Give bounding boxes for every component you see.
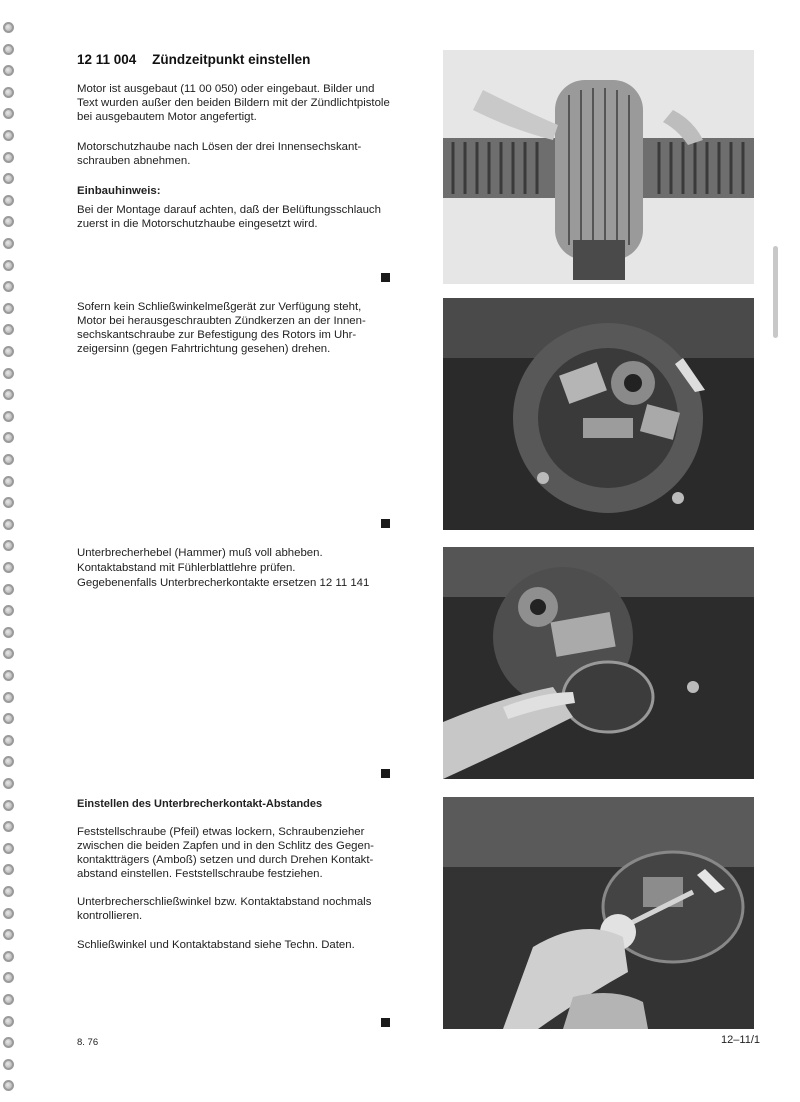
binding-ring xyxy=(3,152,14,163)
photo-contact-gap-check xyxy=(443,547,754,779)
photo-adjust-screwdriver xyxy=(443,797,754,1029)
paragraph-rotate-engine: Sofern kein Schließwinkelmeßgerät zur Verfügung steht, Motor bei herausgeschraubten Zündkerzen an der Innen-sechskantschraube zur Befestigung des Rotors im Uhr-zeigersinn (gegen Fahrtrichtung gesehen) drehen. xyxy=(77,301,366,355)
binding-ring xyxy=(3,1059,14,1070)
binding-ring xyxy=(3,173,14,184)
page-number: 12–11/1 xyxy=(721,1034,760,1046)
binding-ring xyxy=(3,44,14,55)
binding-ring xyxy=(3,1080,14,1091)
scrollbar[interactable] xyxy=(773,246,778,338)
binding-ring xyxy=(3,972,14,983)
binding-ring xyxy=(3,281,14,292)
binding-ring xyxy=(3,389,14,400)
binding-ring xyxy=(3,108,14,119)
section-code: 12 11 004 xyxy=(77,52,137,67)
paragraph-breaker-lever: Unterbrecherhebel (Hammer) muß voll abheben. xyxy=(77,547,323,559)
binding-ring xyxy=(3,346,14,357)
paragraph-check-gap: Kontaktabstand mit Fühlerblattlehre prüfen. xyxy=(77,562,296,574)
binding-ring xyxy=(3,627,14,638)
binding-ring xyxy=(3,1016,14,1027)
paragraph-motor-status: Motor ist ausgebaut (11 00 050) oder eingebaut. Bilder und Text wurden außer den beiden Bildern mit der Zündlichtpistole bei ausgebautem Motor angefertigt. xyxy=(77,83,390,123)
binding-ring xyxy=(3,584,14,595)
binding-ring xyxy=(3,821,14,832)
binding-ring xyxy=(3,87,14,98)
binding-ring xyxy=(3,648,14,659)
binding-ring xyxy=(3,886,14,897)
end-marker-2 xyxy=(381,519,390,528)
binding-ring xyxy=(3,605,14,616)
binding-ring xyxy=(3,843,14,854)
binding-ring xyxy=(3,260,14,271)
binding-ring xyxy=(3,476,14,487)
binding-ring xyxy=(3,994,14,1005)
binding-ring xyxy=(3,432,14,443)
binding-ring xyxy=(3,238,14,249)
paragraph-tech-data: Schließwinkel und Kontaktabstand siehe Techn. Daten. xyxy=(77,939,355,951)
binding-ring xyxy=(3,735,14,746)
binding-ring xyxy=(3,800,14,811)
binding-ring xyxy=(3,130,14,141)
binding-ring xyxy=(3,670,14,681)
photo-engine-cover xyxy=(443,50,754,284)
paragraph-recheck: Unterbrecherschließwinkel bzw. Kontaktabstand nochmals kontrollieren. xyxy=(77,896,372,922)
binding-ring xyxy=(3,519,14,530)
paragraph-adjust-gap: Feststellschraube (Pfeil) etwas lockern, Schraubenzieher zwischen die beiden Zapfen und in den Schlitz des Gegen-kontaktträgers (Amboß) setzen und durch Drehen Kontakt-abstand einstellen. Feststellschraube festziehen. xyxy=(77,826,374,880)
paragraph-remove-cover: Motorschutzhaube nach Lösen der drei Innensechskant-schrauben abnehmen. xyxy=(77,141,362,167)
binding-ring xyxy=(3,216,14,227)
binding-ring xyxy=(3,22,14,33)
binding-ring xyxy=(3,497,14,508)
binding-ring xyxy=(3,864,14,875)
subheading-adjust-gap: Einstellen des Unterbrecherkontakt-Abstandes xyxy=(77,798,323,810)
binding-ring xyxy=(3,65,14,76)
binding-ring xyxy=(3,692,14,703)
page-title xyxy=(77,52,310,67)
binding-ring xyxy=(3,908,14,919)
binding-ring xyxy=(3,1037,14,1048)
paragraph-replace-contacts: Gegebenenfalls Unterbrecherkontakte ersetzen 12 11 141 xyxy=(77,577,370,589)
binding-ring xyxy=(3,562,14,573)
end-marker-4 xyxy=(381,1018,390,1027)
binding-ring xyxy=(3,951,14,962)
binding-ring xyxy=(3,411,14,422)
binding-ring xyxy=(3,756,14,767)
binding-ring xyxy=(3,778,14,789)
photo-ignition-rotor xyxy=(443,298,754,530)
binding-ring xyxy=(3,195,14,206)
spiral-binding xyxy=(0,0,22,1102)
paragraph-installation-note: Bei der Montage darauf achten, daß der Belüftungsschlauch zuerst in die Motorschutzhaube eingesetzt wird. xyxy=(77,204,381,230)
binding-ring xyxy=(3,324,14,335)
binding-ring xyxy=(3,303,14,314)
binding-ring xyxy=(3,540,14,551)
section-title: Zündzeitpunkt einstellen xyxy=(152,52,311,67)
binding-ring xyxy=(3,368,14,379)
end-marker-3 xyxy=(381,769,390,778)
binding-ring xyxy=(3,454,14,465)
binding-ring xyxy=(3,929,14,940)
binding-ring xyxy=(3,713,14,724)
subheading-installation-note: Einbauhinweis: xyxy=(77,185,161,197)
end-marker-1 xyxy=(381,273,390,282)
footer-date: 8. 76 xyxy=(77,1037,99,1048)
